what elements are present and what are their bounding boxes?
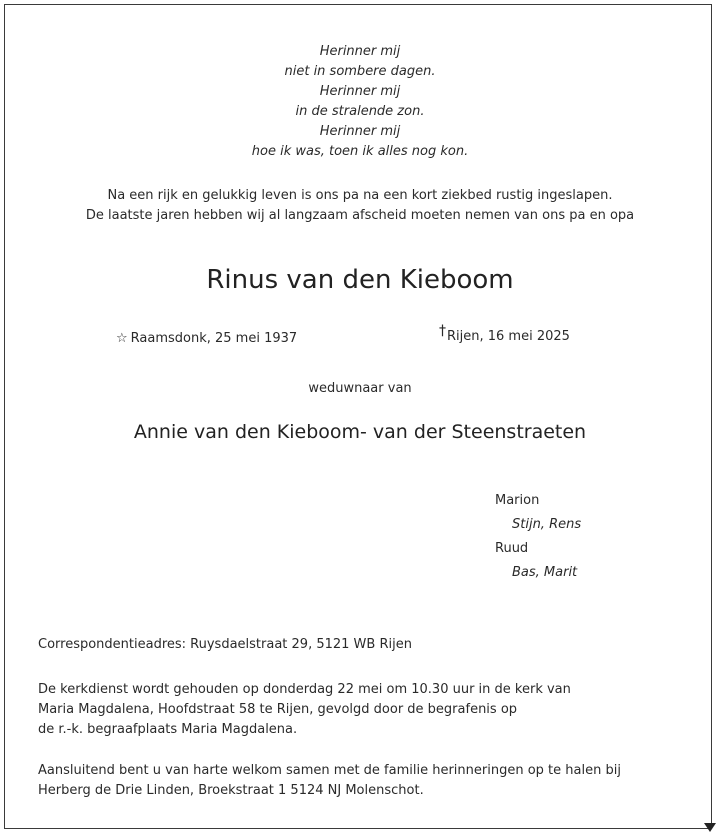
family-children: Bas, Marit [512, 565, 578, 580]
relation-text: weduwnaar van [308, 381, 412, 396]
poem-line: in de stralende zon. [295, 104, 425, 119]
poem-line: Herinner mij [319, 44, 401, 59]
family-member: Marion [495, 493, 540, 508]
reception-line: Aansluitend bent u van harte welkom samen met de familie herinneringen op te halen bij [38, 763, 621, 778]
death-text: Rijen, 16 mei 2025 [447, 329, 570, 344]
birth-text: Raamsdonk, 25 mei 1937 [130, 331, 298, 346]
service-line: De kerkdienst wordt gehouden op donderdag 22 mei om 10.30 uur in de kerk van [38, 682, 571, 697]
scroll-down-arrow-icon[interactable] [704, 823, 716, 832]
intro-line: De laatste jaren hebben wij al langzaam afscheid moeten nemen van ons pa en opa [85, 208, 635, 223]
star-icon: ☆ [116, 331, 128, 346]
family-children: Stijn, Rens [512, 517, 582, 532]
deceased-name: Rinus van den Kieboom [206, 265, 514, 295]
birth-info [116, 329, 297, 349]
intro-line: Na een rijk en gelukkig leven is ons pa na een kort ziekbed rustig ingeslapen. [107, 188, 613, 203]
poem-line: hoe ik was, toen ik alles nog kon. [251, 144, 469, 159]
correspondence-address: Correspondentieadres: Ruysdaelstraat 29, 5121 WB Rijen [38, 637, 412, 652]
poem-line: Herinner mij [319, 84, 401, 99]
service-line: Maria Magdalena, Hoofdstraat 58 te Rijen, gevolgd door de begrafenis op [38, 702, 518, 717]
family-member: Ruud [495, 541, 529, 556]
poem-line: Herinner mij [319, 124, 401, 139]
reception-line: Herberg de Drie Linden, Broekstraat 1 5124 NJ Molenschot. [38, 783, 424, 798]
poem-line: niet in sombere dagen. [284, 64, 436, 79]
service-line: de r.-k. begraafplaats Maria Magdalena. [38, 722, 298, 737]
cross-icon: † [439, 323, 446, 339]
spouse-name: Annie van den Kieboom- van der Steenstraeten [133, 421, 587, 443]
death-info [439, 323, 570, 347]
